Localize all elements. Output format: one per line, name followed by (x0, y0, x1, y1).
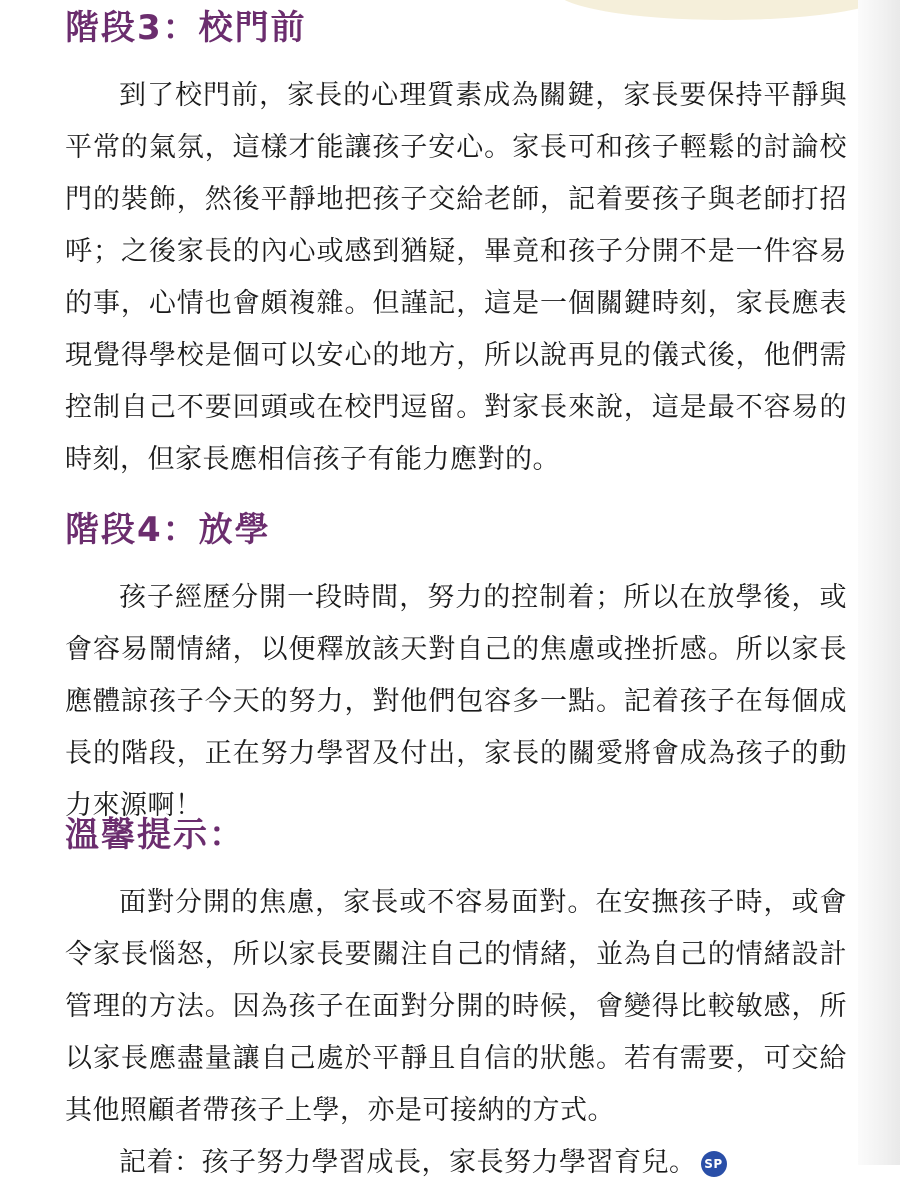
sp-logo-icon: SP (701, 1151, 727, 1177)
closing-text: 記着：孩子努力學習成長，家長努力學習育兒。 (119, 1147, 697, 1178)
section-tips (65, 815, 847, 1189)
page-edge-shadow (858, 0, 900, 1165)
section-body: 到了校門前，家長的心理質素成為關鍵，家長要保持平靜與平常的氣氛，這樣才能讓孩子安心。家長可和孩子輕鬆的討論校門的裝飾，然後平靜地把孩子交給老師，記着要孩子與老師打招呼；之後家長的內心或感到猶疑，畢竟和孩子分開不是一件容易的事，心情也會頗複雜。但謹記，這是一個關鍵時刻，家長應表現覺得學校是個可以安心的地方，所以說再見的儀式後，他們需控制自己不要回頭或在校門逗留。對家長來說，這是最不容易的時刻，但家長應相信孩子有能力應對的。 (65, 80, 847, 475)
section-stage-3 (65, 8, 847, 486)
section-body: 孩子經歷分開一段時間，努力的控制着；所以在放學後，或會容易鬧情緒，以便釋放該天對自己的焦慮或挫折感。所以家長應體諒孩子今天的努力，對他們包容多一點。記着孩子在每個成長的階段，正在努力學習及付出，家長的關愛將會成為孩子的動力來源啊！ (65, 582, 847, 821)
section-heading: 溫馨提示： (65, 815, 245, 855)
closing-line (65, 1137, 847, 1189)
section-body: 面對分開的焦慮，家長或不容易面對。在安撫孩子時，或會令家長惱怒，所以家長要關注自己的情緒，並為自己的情緒設計管理的方法。因為孩子在面對分開的時候，會變得比較敏感，所以家長應盡量讓自己處於平靜且自信的狀態。若有需要，可交給其他照顧者帶孩子上學，亦是可接納的方式。 (65, 887, 847, 1126)
section-heading: 階段3：校門前 (65, 8, 307, 48)
section-stage-4 (65, 510, 847, 832)
section-heading: 階段4：放學 (65, 510, 271, 550)
